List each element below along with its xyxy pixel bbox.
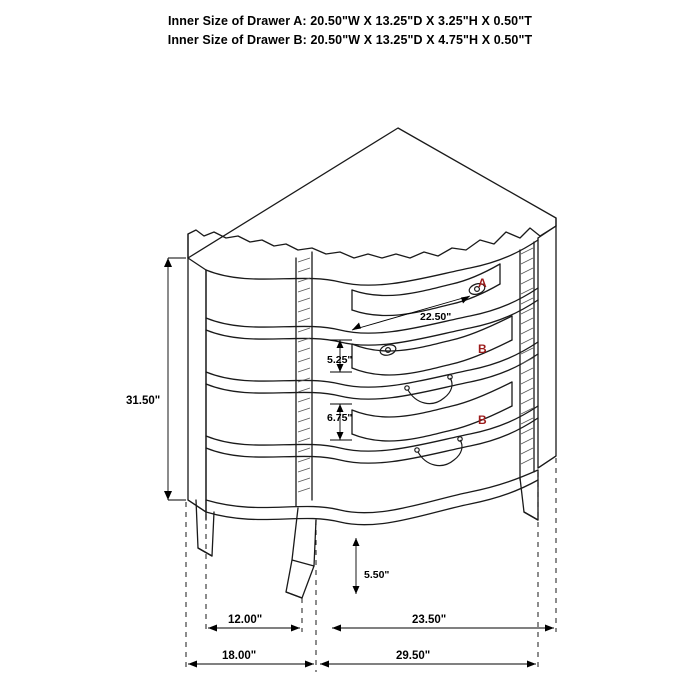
cabinet-outline — [188, 128, 556, 598]
dim-front-width: 23.50" — [412, 614, 447, 626]
dim-drawer-a-width: 22.50" — [420, 311, 452, 323]
drawer-label-a: A — [478, 276, 487, 290]
dim-drawer-b-height: 6.75" — [327, 412, 353, 424]
drawer-a-inner-size-text: Inner Size of Drawer A: 20.50"W X 13.25"D X 3.25"H X 0.50"T — [167, 14, 532, 28]
dim-base-width: 29.50" — [396, 650, 431, 662]
dim-leg-height: 5.50" — [364, 569, 390, 581]
dim-left-depth: 12.00" — [228, 614, 263, 626]
dim-base-depth: 18.00" — [222, 650, 257, 662]
dim-drawer-a-height: 5.25" — [327, 354, 353, 366]
drawer-label-b-2: B — [478, 413, 487, 427]
dim-overall-height: 31.50" — [126, 395, 161, 407]
drawer-label-b-1: B — [478, 342, 487, 356]
drawer-b-inner-size-text: Inner Size of Drawer B: 20.50"W X 13.25"D X 4.75"H X 0.50"T — [167, 33, 533, 47]
